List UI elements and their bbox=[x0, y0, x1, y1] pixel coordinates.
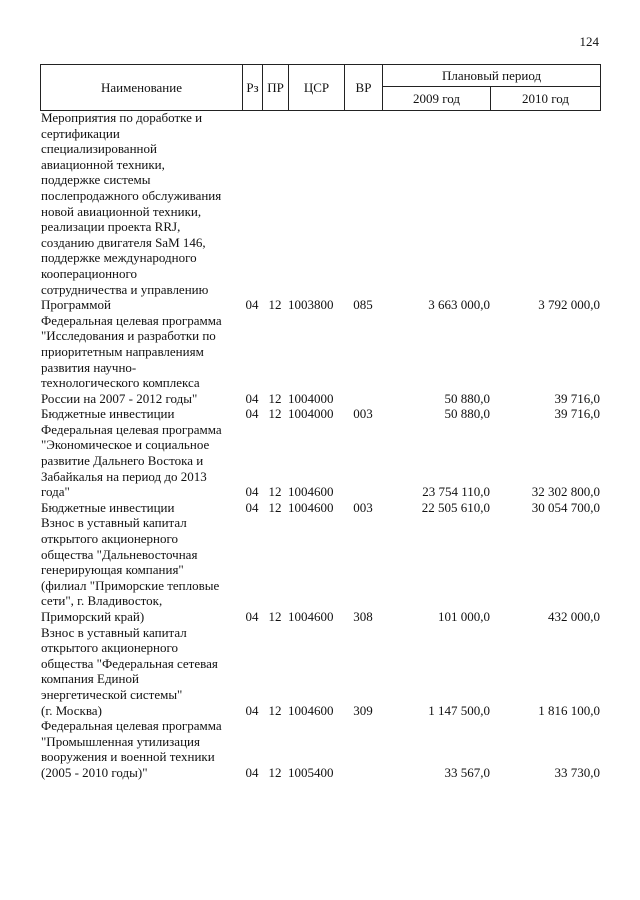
header-planned-period: Плановый период bbox=[383, 65, 601, 87]
row-2009: 3 663 000,0 bbox=[428, 297, 490, 313]
row-name-line: (г. Москва) bbox=[41, 702, 102, 718]
row-name-line: Приморский край) bbox=[41, 609, 145, 624]
row-name-line: кооперационного bbox=[41, 265, 137, 281]
row-name-line: Взнос в уставный капитал bbox=[41, 624, 187, 640]
row-name-line: Взнос в уставный капитал bbox=[41, 515, 187, 531]
table-row bbox=[40, 718, 600, 780]
row-rz: 04 bbox=[245, 484, 259, 500]
row-name-line: специализированной bbox=[41, 141, 157, 157]
row-name-line: "Экономическое и социальное bbox=[41, 437, 210, 453]
row-name bbox=[40, 422, 242, 500]
table-row bbox=[40, 515, 600, 624]
page-number: 124 bbox=[579, 34, 599, 49]
row-name-line: поддержке системы bbox=[41, 172, 151, 188]
table-header bbox=[40, 64, 601, 111]
row-2009: 33 567,0 bbox=[444, 764, 490, 780]
table-row bbox=[40, 500, 600, 516]
row-name-line: приоритетным направлениям bbox=[41, 343, 204, 359]
row-name-line: года" bbox=[41, 484, 70, 500]
row-vr bbox=[344, 718, 382, 780]
row-name-line: послепродажного обслуживания bbox=[41, 187, 222, 203]
row-pr: 12 bbox=[268, 297, 282, 313]
row-name-line: "Промышленная утилизация bbox=[41, 733, 200, 749]
row-pr: 12 bbox=[268, 484, 282, 500]
row-2010: 30 054 700,0 bbox=[531, 499, 600, 515]
row-name-line: "Исследования и разработки по bbox=[41, 328, 216, 344]
header-csr: ЦСР bbox=[289, 65, 345, 111]
row-2009: 50 880,0 bbox=[444, 390, 490, 406]
row-vr: 308 bbox=[353, 609, 373, 624]
row-2010: 432 000,0 bbox=[548, 609, 600, 624]
row-name-line: сети", г. Владивосток, bbox=[41, 593, 163, 609]
row-name bbox=[40, 313, 242, 407]
row-name-line: Программой bbox=[41, 297, 111, 313]
row-csr: 1004600 bbox=[288, 499, 334, 515]
row-2010: 39 716,0 bbox=[554, 406, 600, 422]
row-pr: 12 bbox=[268, 702, 282, 718]
row-name-line: Федеральная целевая программа bbox=[41, 718, 222, 734]
row-name-line: России на 2007 - 2012 годы" bbox=[41, 390, 198, 406]
row-name-line: технологического комплекса bbox=[41, 375, 200, 391]
row-name bbox=[40, 515, 242, 624]
row-vr: 085 bbox=[353, 297, 373, 313]
row-vr bbox=[344, 313, 382, 407]
row-csr: 1004000 bbox=[288, 406, 334, 422]
row-name-line: авиационной техники, bbox=[41, 156, 165, 172]
row-name-line: открытого акционерного bbox=[41, 531, 179, 547]
row-name-line: новой авиационной техники, bbox=[41, 203, 202, 219]
row-name-line: вооружения и военной техники bbox=[41, 749, 215, 765]
row-2009: 23 754 110,0 bbox=[422, 484, 490, 500]
row-rz: 04 bbox=[245, 390, 259, 406]
table-row bbox=[40, 313, 600, 407]
row-name-line: развития научно- bbox=[41, 359, 137, 375]
row-2009: 101 000,0 bbox=[438, 609, 490, 624]
row-rz: 04 bbox=[245, 297, 259, 313]
header-year-2009: 2009 год bbox=[383, 87, 491, 111]
row-2010: 33 730,0 bbox=[554, 764, 600, 780]
row-rz: 04 bbox=[245, 609, 259, 624]
row-name-line: компания Единой bbox=[41, 671, 139, 687]
row-2009: 1 147 500,0 bbox=[428, 702, 490, 718]
header-rz: Рз bbox=[243, 65, 263, 111]
table-row bbox=[40, 406, 600, 422]
row-2010: 1 816 100,0 bbox=[538, 702, 600, 718]
row-name-line: общества "Дальневосточная bbox=[41, 546, 198, 562]
row-2010: 3 792 000,0 bbox=[538, 297, 600, 313]
row-name-line: сотрудничества и управлению bbox=[41, 281, 209, 297]
row-name-line: созданию двигателя SaM 146, bbox=[41, 234, 206, 250]
header-name: Наименование bbox=[41, 65, 243, 111]
row-csr: 1004600 bbox=[288, 484, 334, 500]
row-name-line: сертификации bbox=[41, 125, 120, 141]
row-csr: 1004000 bbox=[288, 390, 334, 406]
row-name-line: (2005 - 2010 годы)" bbox=[41, 764, 148, 780]
row-rz: 04 bbox=[245, 764, 259, 780]
row-name-line: Федеральная целевая программа bbox=[41, 421, 222, 437]
table-row bbox=[40, 110, 600, 313]
row-vr: 309 bbox=[353, 702, 373, 718]
row-name-line: энергетической системы" bbox=[41, 686, 183, 702]
row-2010: 39 716,0 bbox=[554, 390, 600, 406]
row-name bbox=[40, 406, 242, 422]
row-pr: 12 bbox=[268, 390, 282, 406]
row-vr: 003 bbox=[353, 406, 373, 422]
row-name bbox=[40, 110, 242, 313]
row-csr: 1003800 bbox=[288, 297, 334, 313]
row-name-line: генерирующая компания" bbox=[41, 562, 184, 578]
header-vr: ВР bbox=[345, 65, 383, 111]
row-name-line: открытого акционерного bbox=[41, 640, 179, 656]
row-name-line: Мероприятия по доработке и bbox=[41, 110, 203, 125]
row-name-line: Бюджетные инвестиции bbox=[41, 406, 175, 422]
header-pr: ПР bbox=[263, 65, 289, 111]
table-row bbox=[40, 625, 600, 719]
row-pr: 12 bbox=[268, 499, 282, 515]
row-name bbox=[40, 718, 242, 780]
row-2009: 50 880,0 bbox=[444, 406, 490, 422]
row-pr: 12 bbox=[268, 609, 282, 624]
row-name-line: общества "Федеральная сетевая bbox=[41, 655, 218, 671]
row-name-line: поддержке международного bbox=[41, 250, 197, 266]
row-pr: 12 bbox=[268, 764, 282, 780]
row-pr: 12 bbox=[268, 406, 282, 422]
row-name-line: реализации проекта RRJ, bbox=[41, 219, 181, 235]
row-csr: 1004600 bbox=[288, 702, 334, 718]
row-name bbox=[40, 625, 242, 719]
row-2009: 22 505 610,0 bbox=[421, 499, 490, 515]
row-vr bbox=[344, 422, 382, 500]
row-name-line: Забайкалья на период до 2013 bbox=[41, 468, 207, 484]
row-csr: 1004600 bbox=[288, 609, 334, 624]
row-csr: 1005400 bbox=[288, 764, 334, 780]
row-rz: 04 bbox=[245, 406, 259, 422]
budget-table bbox=[40, 110, 600, 781]
row-name-line: развитие Дальнего Востока и bbox=[41, 453, 204, 469]
row-name-line: (филиал "Приморские тепловые bbox=[41, 577, 220, 593]
row-2010: 32 302 800,0 bbox=[531, 484, 600, 500]
table-row bbox=[40, 422, 600, 500]
row-rz: 04 bbox=[245, 499, 259, 515]
row-name-line: Федеральная целевая программа bbox=[41, 312, 222, 328]
header-year-2010: 2010 год bbox=[491, 87, 601, 111]
row-name-line: Бюджетные инвестиции bbox=[41, 499, 175, 515]
row-vr: 003 bbox=[353, 499, 373, 515]
row-name bbox=[40, 500, 242, 516]
row-rz: 04 bbox=[245, 702, 259, 718]
